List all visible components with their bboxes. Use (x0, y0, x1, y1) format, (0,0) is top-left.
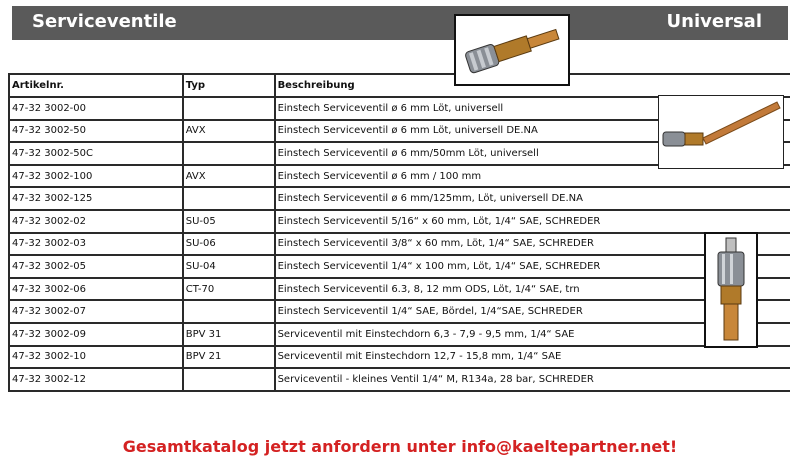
cell-artikelnr: 47-32 3002-05 (9, 255, 183, 278)
column-header-beschreibung: Beschreibung (275, 74, 790, 97)
cell-beschreibung: Einstech Serviceventil ø 6 mm Löt, universell (275, 97, 790, 120)
cell-typ: BPV 31 (183, 323, 275, 346)
cell-typ (183, 187, 275, 210)
table-row (9, 300, 790, 323)
cell-typ: SU-05 (183, 210, 275, 233)
category-label: Universal (666, 11, 762, 32)
cell-beschreibung: Einstech Serviceventil ø 6 mm / 100 mm (275, 165, 790, 188)
table-row (9, 255, 790, 278)
table-row (9, 346, 790, 369)
cell-beschreibung: Einstech Serviceventil ø 6 mm/125mm, Löt, universell DE.NA (275, 187, 790, 210)
table-row (9, 323, 790, 346)
cell-artikelnr: 47-32 3002-50C (9, 142, 183, 165)
header-bar (12, 6, 788, 40)
cell-artikelnr: 47-32 3002-03 (9, 233, 183, 256)
cell-beschreibung: Einstech Serviceventil ø 6 mm Löt, universell DE.NA (275, 120, 790, 143)
cell-beschreibung: Einstech Serviceventil 3/8“ x 60 mm, Löt, 1/4“ SAE, SCHREDER (275, 233, 790, 256)
cell-artikelnr: 47-32 3002-02 (9, 210, 183, 233)
cell-beschreibung: Serviceventil - kleines Ventil 1/4“ M, R134a, 28 bar, SCHREDER (275, 368, 790, 391)
table-row (9, 278, 790, 301)
cell-typ: SU-04 (183, 255, 275, 278)
cell-typ (183, 368, 275, 391)
cell-typ: AVX (183, 165, 275, 188)
cell-typ: CT-70 (183, 278, 275, 301)
table-header-row (9, 74, 790, 97)
cell-artikelnr: 47-32 3002-06 (9, 278, 183, 301)
table-row (9, 187, 790, 210)
cell-beschreibung: Einstech Serviceventil 6.3, 8, 12 mm ODS, Löt, 1/4“ SAE, trn (275, 278, 790, 301)
cell-artikelnr: 47-32 3002-07 (9, 300, 183, 323)
cell-artikelnr: 47-32 3002-00 (9, 97, 183, 120)
catalog-request-note: Gesamtkatalog jetzt anfordern unter info@kaeltepartner.net! (122, 437, 678, 456)
cell-typ (183, 142, 275, 165)
cell-beschreibung: Serviceventil mit Einstechdorn 12,7 - 15,8 mm, 1/4“ SAE (275, 346, 790, 369)
cell-beschreibung: Serviceventil mit Einstechdorn 6,3 - 7,9 - 9,5 mm, 1/4“ SAE (275, 323, 790, 346)
cell-beschreibung: Einstech Serviceventil 1/4“ x 100 mm, Löt, 1/4“ SAE, SCHREDER (275, 255, 790, 278)
page-title: Serviceventile (32, 11, 177, 32)
cell-artikelnr: 47-32 3002-50 (9, 120, 183, 143)
cell-artikelnr: 47-32 3002-09 (9, 323, 183, 346)
table-row (9, 210, 790, 233)
cell-artikelnr: 47-32 3002-12 (9, 368, 183, 391)
cell-beschreibung: Einstech Serviceventil 1/4“ SAE, Bördel, 1/4“SAE, SCHREDER (275, 300, 790, 323)
cell-artikelnr: 47-32 3002-100 (9, 165, 183, 188)
cell-artikelnr: 47-32 3002-125 (9, 187, 183, 210)
cell-artikelnr: 47-32 3002-10 (9, 346, 183, 369)
product-photo-valve-vertical (704, 232, 758, 348)
cell-beschreibung: Einstech Serviceventil ø 6 mm/50mm Löt, universell (275, 142, 790, 165)
column-header-typ: Typ (183, 74, 275, 97)
cell-typ: AVX (183, 120, 275, 143)
cell-typ: BPV 21 (183, 346, 275, 369)
cell-typ (183, 97, 275, 120)
cell-typ (183, 300, 275, 323)
product-photo-valve-pipe (658, 95, 784, 169)
column-header-artikelnr: Artikelnr. (9, 74, 183, 97)
cell-typ: SU-06 (183, 233, 275, 256)
table-row (9, 368, 790, 391)
cell-beschreibung: Einstech Serviceventil 5/16“ x 60 mm, Löt, 1/4“ SAE, SCHREDER (275, 210, 790, 233)
product-photo-valve-top (454, 14, 570, 86)
table-row (9, 233, 790, 256)
